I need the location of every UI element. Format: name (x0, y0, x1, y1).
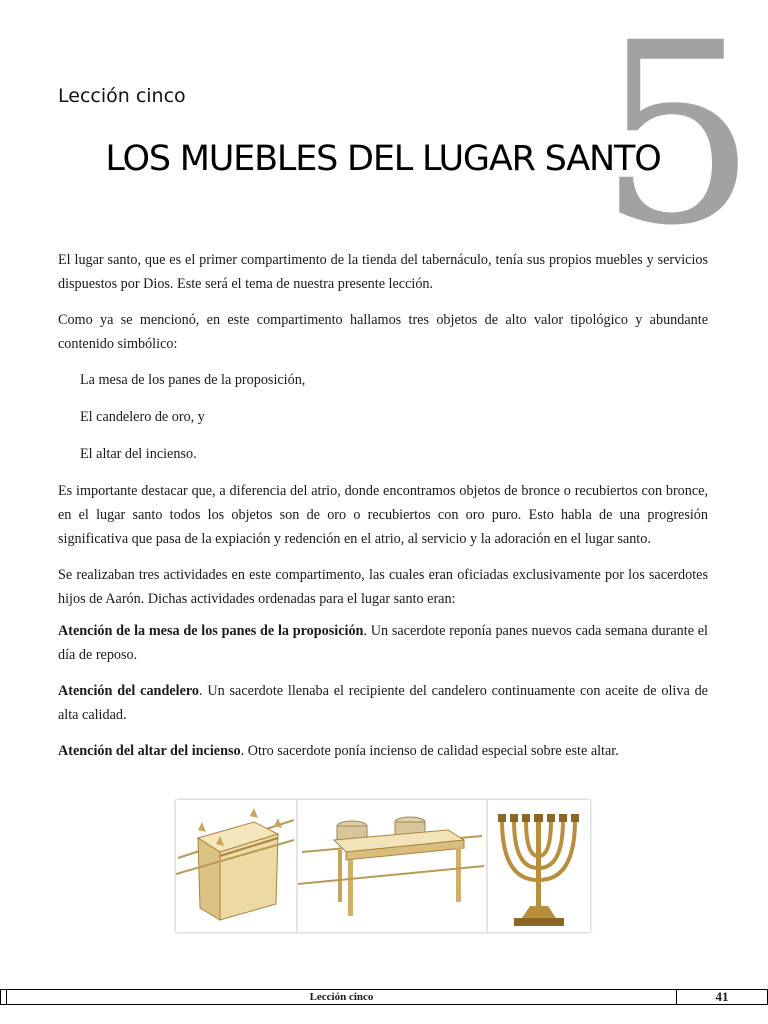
chapter-number: 5 (598, 0, 758, 280)
activities-intro-paragraph: Se realizaban tres actividades en este compartimento, las cuales eran oficiadas exclusivamente por los sacerdotes hijos de Aarón. Dichas actividades ordenadas para el lugar santo eran: (58, 567, 708, 607)
furniture-illustration (176, 800, 590, 932)
altar-icon (176, 800, 296, 932)
activity-text: . Un sacerdote reponía panes nuevos cada semana durante el día de reposo. (58, 623, 708, 663)
page-footer (0, 989, 768, 1005)
activity-text: . Un sacerdote llenaba el recipiente del candelero continuamente con aceite de oliva de alta calidad. (58, 683, 708, 723)
activity-table (58, 619, 708, 667)
menorah-icon (488, 800, 590, 932)
activity-altar (58, 739, 708, 763)
table-icon (298, 800, 486, 932)
altar-of-incense-image (176, 800, 296, 932)
list-item: El candelero de oro, y (80, 409, 205, 425)
activity-title: Atención de la mesa de los panes de la proposición (58, 623, 364, 639)
objects-paragraph: Como ya se mencionó, en este compartimento hallamos tres objetos de alto valor tipológico y abundante contenido simbólico: (58, 312, 708, 352)
body-text (58, 248, 708, 775)
materials-paragraph: Es importante destacar que, a diferencia del atrio, donde encontramos objetos de bronce o recubiertos con bronce, en el lugar santo todos los objetos son de oro o recubiertos con oro puro. Esto habla de una progresión significativa que pasa de la expiación y redención en el atrio, al servicio y la adoración en el lugar santo. (58, 483, 708, 547)
table-of-showbread-image (298, 800, 486, 932)
footer-section: Lección cinco (7, 990, 677, 1004)
page-title: LOS MUEBLES DEL LUGAR SANTO (105, 139, 661, 179)
activity-title: Atención del candelero (58, 683, 199, 699)
activity-title: Atención del altar del incienso (58, 743, 241, 759)
intro-paragraph: El lugar santo, que es el primer compartimento de la tienda del tabernáculo, tenía sus propios muebles y servicios dispuestos por Dios. Este será el tema de nuestra presente lección. (58, 252, 708, 292)
golden-candlestick-image (488, 800, 590, 932)
list-item: La mesa de los panes de la proposición, (80, 372, 306, 388)
activity-candlestick (58, 679, 708, 727)
page-number: 41 (715, 989, 729, 1004)
activity-text: . Otro sacerdote ponía incienso de calidad especial sobre este altar. (240, 743, 619, 759)
list-item: El altar del incienso. (80, 446, 197, 462)
lesson-label: Lección cinco (58, 85, 186, 107)
